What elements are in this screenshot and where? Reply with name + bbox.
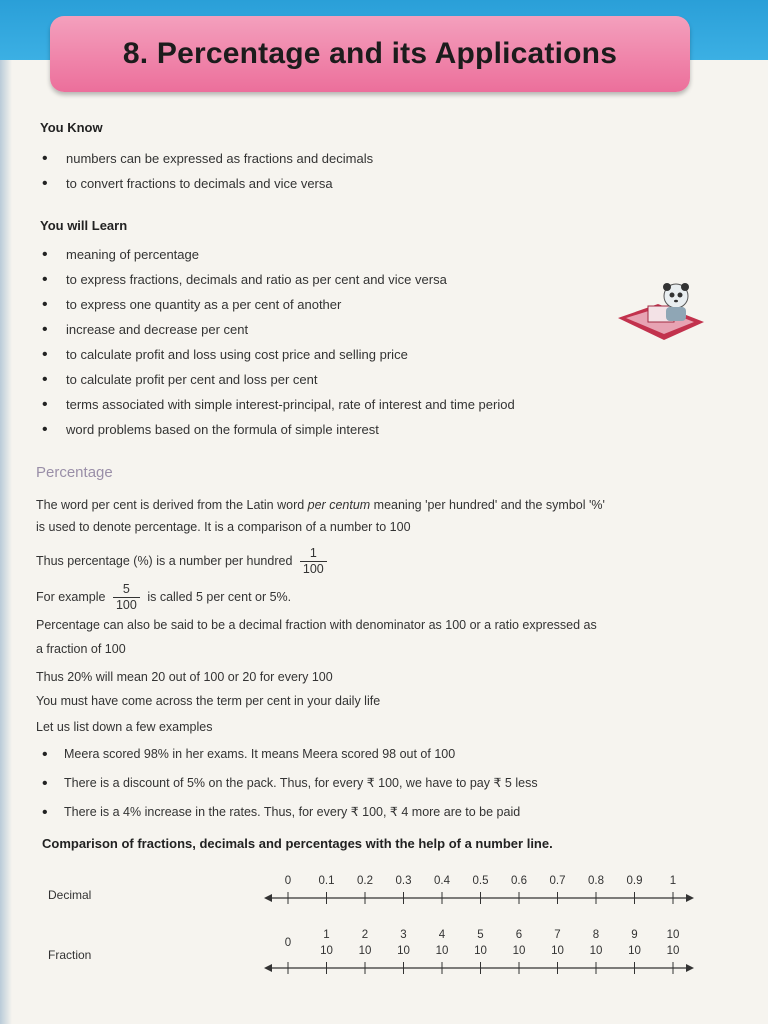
fraction-denominator-label: 10: [589, 945, 603, 957]
list-item: • There is a discount of 5% on the pack. Thus, for every ₹ 100, we have to pay ₹ 5 less: [42, 769, 538, 798]
fraction-zero-label: 0: [284, 937, 292, 949]
left-arrow-icon: [264, 964, 272, 972]
fraction-number-line: [260, 924, 700, 984]
fraction-denominator: 100: [115, 598, 137, 612]
decimal-tick-label: 0.3: [395, 875, 412, 887]
decimal-tick-label: 0.5: [472, 875, 489, 887]
chapter-title-banner: [50, 16, 690, 92]
fraction-numerator-label: 8: [592, 929, 600, 941]
you-know-list: [40, 146, 373, 196]
decimal-tick-label: 0: [284, 875, 292, 887]
you-will-learn-list: [40, 242, 515, 442]
fraction-row-label: Fraction: [48, 948, 92, 962]
fraction-denominator-label: 10: [551, 945, 564, 957]
text-run: For example: [36, 589, 106, 604]
list-item: • Meera scored 98% in her exams. It means Meera scored 98 out of 100: [42, 740, 538, 769]
you-know-heading: You Know: [40, 120, 103, 135]
fraction-denominator-label: 10: [320, 945, 333, 957]
fraction-denominator: 100: [302, 562, 324, 576]
percentage-heading: Percentage: [36, 464, 113, 481]
list-item: • meaning of percentage: [40, 242, 515, 267]
fraction-numerator-label: 6: [515, 929, 523, 941]
fraction-denominator-label: 10: [628, 945, 641, 957]
paragraph-per-hundred: [36, 546, 331, 577]
paragraph-definition-line2: is used to denote percentage. It is a comparison of a number to 100: [36, 520, 411, 534]
fraction-denominator-label: 10: [358, 945, 372, 957]
decimal-tick-label: 1: [669, 875, 677, 887]
fraction-denominator-label: 10: [435, 945, 449, 957]
paragraph-list-intro: Let us list down a few examples: [36, 720, 213, 734]
fraction-numerator-label: 10: [666, 929, 680, 941]
list-item: • to calculate profit per cent and loss per cent: [40, 367, 515, 392]
fraction-numerator: 1: [300, 546, 327, 562]
you-will-learn-heading: You will Learn: [40, 218, 128, 233]
decimal-tick-label: 0.6: [511, 875, 527, 887]
fraction-one-hundredth: [300, 546, 327, 577]
list-item: • There is a 4% increase in the rates. Thus, for every ₹ 100, ₹ 4 more are to be paid: [42, 798, 538, 827]
page-binding-edge: [0, 60, 12, 1024]
paragraph-definition-line1: [36, 498, 605, 512]
list-item: • increase and decrease per cent: [40, 317, 515, 342]
decimal-tick-label: 0.1: [318, 875, 335, 887]
latin-term: per centum: [307, 498, 371, 512]
left-arrow-icon: [264, 894, 272, 902]
decimal-tick-label: 0.2: [357, 875, 373, 887]
decimal-tick-label: 0.7: [549, 875, 566, 887]
fraction-denominator-label: 10: [474, 945, 487, 957]
comparison-heading: Comparison of fractions, decimals and percentages with the help of a number line.: [42, 836, 553, 851]
fraction-numerator-label: 9: [631, 929, 638, 941]
paragraph-decimal-fraction-line2: a fraction of 100: [36, 642, 126, 656]
fraction-denominator-label: 10: [397, 945, 410, 957]
decimal-tick-label: 0.8: [588, 875, 604, 887]
fraction-denominator-label: 10: [512, 945, 526, 957]
decimal-tick-label: 0.9: [626, 875, 643, 887]
paragraph-daily-life: You must have come across the term per cent in your daily life: [36, 694, 381, 708]
text-run: The word per cent is derived from the Latin word: [36, 498, 308, 512]
fraction-numerator-label: 2: [361, 929, 369, 941]
list-item: • to express one quantity as a per cent of another: [40, 292, 515, 317]
fraction-numerator-label: 1: [323, 929, 330, 941]
fraction-numerator-label: 5: [477, 929, 484, 941]
fraction-five-hundredths: [113, 582, 140, 613]
fraction-denominator-label: 10: [666, 945, 680, 957]
fraction-numerator-label: 4: [438, 929, 446, 941]
list-item: • to express fractions, decimals and ratio as per cent and vice versa: [40, 267, 515, 292]
fraction-numerator-label: 3: [400, 929, 407, 941]
paragraph-example: [36, 582, 291, 613]
right-arrow-icon: [686, 894, 694, 902]
fraction-numerator-label: 7: [554, 929, 561, 941]
text-run: is called 5 per cent or 5%.: [147, 589, 292, 604]
list-item: • word problems based on the formula of simple interest: [40, 417, 515, 442]
list-item: • to convert fractions to decimals and vice versa: [40, 171, 373, 196]
paragraph-decimal-fraction-line1: Percentage can also be said to be a decimal fraction with denominator as 100 or a ratio expressed as: [36, 618, 597, 632]
decimal-row-label: Decimal: [48, 888, 92, 902]
list-item: • terms associated with simple interest-principal, rate of interest and time period: [40, 392, 515, 417]
text-run: meaning 'per hundred' and the symbol '%': [370, 498, 605, 512]
fraction-numerator: 5: [113, 582, 140, 598]
list-item: • to calculate profit and loss using cost price and selling price: [40, 342, 515, 367]
text-run: Thus percentage (%) is a number per hundred: [36, 553, 293, 568]
chapter-title: 8. Percentage and its Applications: [122, 37, 618, 70]
decimal-tick-label: 0.4: [434, 875, 450, 887]
right-arrow-icon: [686, 964, 694, 972]
panda-mascot-illustration: [618, 282, 704, 340]
list-item: • numbers can be expressed as fractions and decimals: [40, 146, 373, 171]
paragraph-twenty-percent: Thus 20% will mean 20 out of 100 or 20 for every 100: [36, 670, 333, 684]
examples-list: [42, 740, 538, 827]
